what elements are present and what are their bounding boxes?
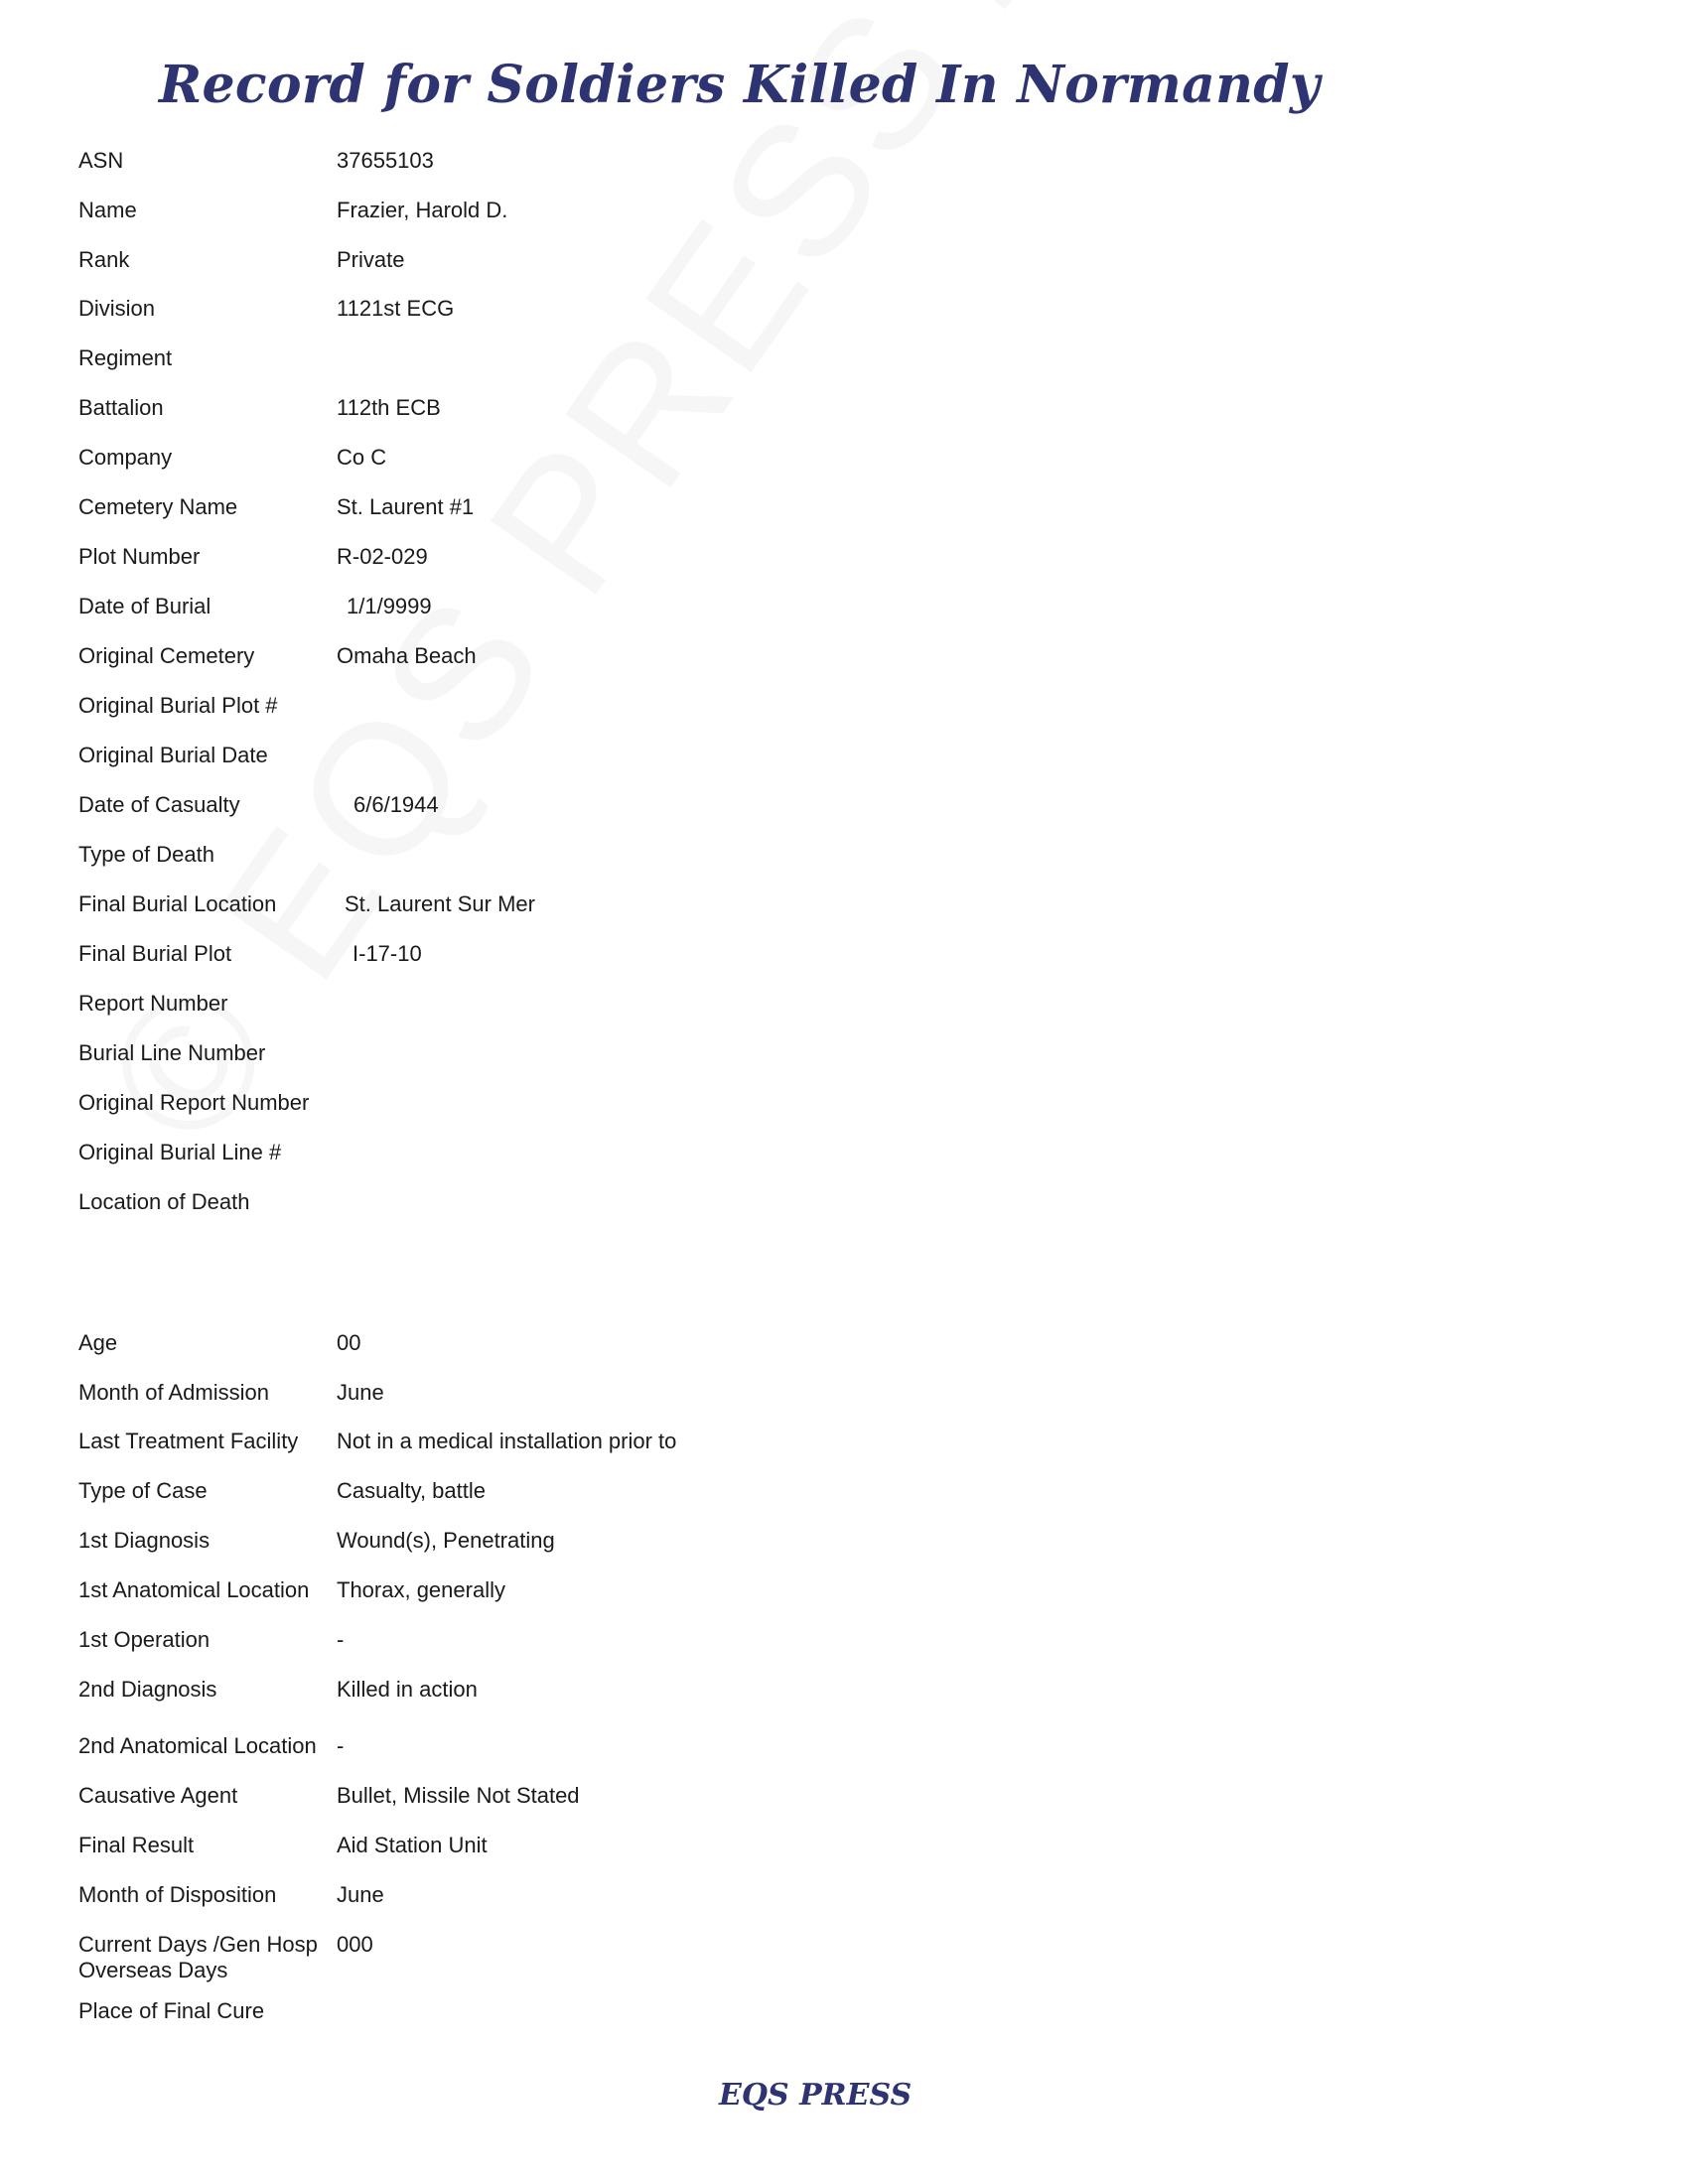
field-label: Final Burial Plot [78,941,232,966]
field-value: Omaha Beach [337,643,477,668]
field-label: 1st Operation [78,1627,211,1652]
field-label: Division [78,296,156,321]
field-value: 37655103 [337,148,434,173]
field-value: 1121st ECG [337,296,455,321]
field-row-original-burial-date [0,742,1688,781]
field-row-battalion [0,394,1688,434]
footer-publisher: EQS PRESS [719,2078,913,2113]
field-label: Original Burial Date [78,743,268,767]
field-row-name [0,197,1688,236]
field-row-original-cemetery [0,642,1688,682]
field-value: St. Laurent #1 [337,494,475,519]
field-label: Last Treatment Facility [78,1429,299,1453]
field-label: Causative Agent [78,1783,238,1808]
field-row-final-result [0,1832,1688,1871]
field-label: Rank [78,247,130,272]
field-value: 112th ECB [337,395,441,420]
field-value: Bullet, Missile Not Stated [337,1783,580,1808]
field-row-last-treatment-facility [0,1428,1688,1467]
field-label: 1st Anatomical Location [78,1577,310,1602]
field-value: June [337,1380,384,1405]
field-label: Regiment [78,345,173,370]
field-value: Killed in action [337,1677,478,1702]
field-row-age [0,1329,1688,1369]
field-row-original-report-number [0,1089,1688,1129]
field-row-regiment [0,344,1688,384]
field-row-location-of-death [0,1188,1688,1228]
field-row-causative-agent [0,1782,1688,1822]
field-value: I-17-10 [352,941,422,966]
field-label: Original Report Number [78,1090,310,1115]
field-value: Frazier, Harold D. [337,198,508,222]
field-row-report-number [0,990,1688,1029]
field-row-month-of-admission [0,1379,1688,1419]
field-row-division [0,295,1688,335]
field-label: 2nd Diagnosis [78,1677,217,1702]
field-label: 2nd Anatomical Location [78,1733,317,1758]
field-value: 6/6/1944 [353,792,439,817]
field-row-second-anatomical-location [0,1732,1688,1772]
field-row-current-days [0,1931,1688,1986]
field-value: Casualty, battle [337,1478,487,1503]
field-label: Original Cemetery [78,643,255,668]
field-row-cemetery-name [0,493,1688,533]
field-row-original-burial-line [0,1139,1688,1178]
field-value: 00 [337,1330,361,1355]
field-value: - [337,1627,345,1652]
field-label: Battalion [78,395,164,420]
field-row-type-of-case [0,1477,1688,1517]
field-label: Month of Disposition [78,1882,277,1907]
field-value: 000 [337,1932,373,1957]
field-label: Original Burial Plot # [78,693,278,718]
field-value: Thorax, generally [337,1577,505,1602]
field-row-date-of-burial [0,593,1688,632]
field-label: Type of Death [78,842,214,867]
field-value: June [337,1882,384,1907]
page-title: Record for Soldiers Killed In Normandy [159,55,1321,115]
field-row-place-of-final-cure [0,1997,1688,2037]
field-row-type-of-death [0,841,1688,881]
field-value: Aid Station Unit [337,1833,488,1857]
field-row-date-of-casualty [0,791,1688,831]
field-label: Date of Burial [78,594,211,618]
field-row-asn [0,147,1688,187]
field-value: R-02-029 [337,544,428,569]
field-label: Plot Number [78,544,201,569]
field-row-burial-line-number [0,1039,1688,1079]
field-label-secondary: Overseas Days [78,1958,228,1982]
field-label: 1st Diagnosis [78,1528,211,1553]
field-label: Burial Line Number [78,1040,266,1065]
field-value: Not in a medical installation prior to [337,1429,677,1453]
field-row-rank [0,246,1688,286]
field-row-first-anatomical-location [0,1576,1688,1616]
field-row-final-burial-location [0,890,1688,930]
field-row-month-of-disposition [0,1881,1688,1921]
field-value: St. Laurent Sur Mer [345,891,535,916]
field-row-company [0,444,1688,483]
field-label: Original Burial Line # [78,1140,282,1164]
field-label: Date of Casualty [78,792,240,817]
field-label: Type of Case [78,1478,208,1503]
field-label: Final Burial Location [78,891,277,916]
field-row-first-diagnosis [0,1527,1688,1567]
field-label: Current Days /Gen Hosp [78,1932,318,1957]
field-row-plot-number [0,543,1688,583]
field-label: Final Result [78,1833,195,1857]
field-label: Place of Final Cure [78,1998,265,2023]
field-label: Name [78,198,137,222]
field-row-second-diagnosis [0,1676,1688,1715]
field-label: Company [78,445,173,470]
field-label: ASN [78,148,124,173]
field-value: Wound(s), Penetrating [337,1528,555,1553]
field-value: Co C [337,445,387,470]
field-row-final-burial-plot [0,940,1688,980]
field-label: Month of Admission [78,1380,269,1405]
field-value: - [337,1733,345,1758]
field-row-original-burial-plot [0,692,1688,732]
field-label: Age [78,1330,118,1355]
field-label: Report Number [78,991,228,1016]
field-row-first-operation [0,1626,1688,1666]
field-value: Private [337,247,405,272]
field-label: Location of Death [78,1189,250,1214]
field-value: 1/1/9999 [347,594,432,618]
field-label: Cemetery Name [78,494,238,519]
